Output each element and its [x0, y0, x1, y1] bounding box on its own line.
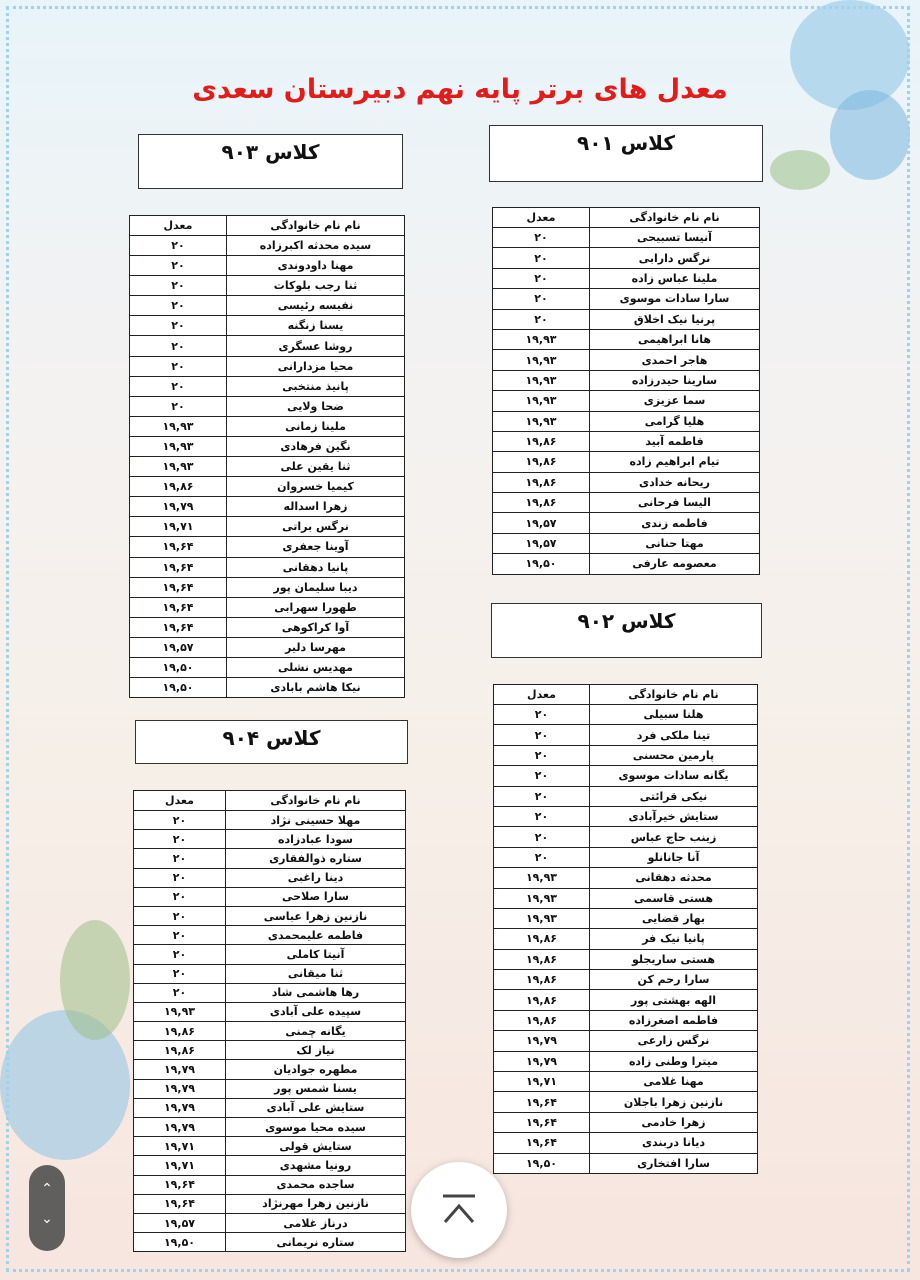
student-name-cell: آنیسا تسبیحی	[590, 228, 760, 248]
student-name-cell: سارا افتخاری	[590, 1153, 758, 1173]
table-row	[494, 1153, 758, 1173]
grade-cell: ۲۰	[494, 786, 590, 806]
grade-cell: ۲۰	[134, 868, 226, 887]
table-row	[494, 705, 758, 725]
table-row	[494, 949, 758, 969]
grade-cell: ۲۰	[494, 766, 590, 786]
grade-cell: ۱۹,۹۳	[493, 411, 590, 431]
student-name-cell: میترا وطنی زاده	[590, 1051, 758, 1071]
student-name-cell: کیمیا خسروان	[227, 477, 405, 497]
table-row	[493, 329, 760, 349]
grade-cell: ۱۹,۵۷	[493, 513, 590, 533]
student-name-cell: سارا رحم کن	[590, 970, 758, 990]
student-name-cell: رها هاشمی شاد	[226, 983, 406, 1002]
table-row	[493, 554, 760, 574]
student-name-cell: ملینا زمانی	[227, 416, 405, 436]
table-row	[134, 926, 406, 945]
grade-cell: ۲۰	[134, 849, 226, 868]
grade-cell: ۲۰	[134, 906, 226, 925]
grade-cell: ۲۰	[134, 983, 226, 1002]
table-row	[494, 847, 758, 867]
student-name-cell: هاجر احمدی	[590, 350, 760, 370]
table-row	[134, 1213, 406, 1232]
table-row	[134, 1041, 406, 1060]
student-name-cell: فاطمه علیمحمدی	[226, 926, 406, 945]
student-name-cell: مهرسا دلیر	[227, 637, 405, 657]
grade-cell: ۱۹,۶۴	[494, 1133, 590, 1153]
student-name-cell: تینا ملکی فرد	[590, 725, 758, 745]
table-row	[134, 1002, 406, 1021]
name-column-header: نام نام خانوادگی	[227, 216, 405, 236]
table-row	[494, 868, 758, 888]
grade-cell: ۱۹,۵۰	[130, 678, 227, 698]
grade-cell: ۱۹,۹۳	[130, 416, 227, 436]
student-name-cell: مهنا غلامی	[590, 1072, 758, 1092]
grade-cell: ۲۰	[494, 745, 590, 765]
table-row	[493, 472, 760, 492]
table-row	[134, 868, 406, 887]
student-name-cell: مهنا داودوندی	[227, 256, 405, 276]
table-row	[493, 431, 760, 451]
grade-cell: ۱۹,۹۳	[493, 329, 590, 349]
table-row	[494, 1072, 758, 1092]
student-name-cell: مهلا حسینی نژاد	[226, 811, 406, 830]
student-name-cell: الیسا فرحانی	[590, 493, 760, 513]
table-row	[134, 1060, 406, 1079]
table-row	[130, 296, 405, 316]
page-title: معدل های برتر پایه نهم دبیرستان سعدی	[192, 74, 728, 105]
student-name-cell: ریحانه خدادی	[590, 472, 760, 492]
student-name-cell: محیا مزدارانی	[227, 356, 405, 376]
table-row	[494, 1112, 758, 1132]
table-row	[130, 557, 405, 577]
table-row	[493, 289, 760, 309]
student-name-cell: یگانه سادات موسوی	[590, 766, 758, 786]
grade-cell: ۱۹,۹۳	[494, 888, 590, 908]
table-row	[493, 248, 760, 268]
grade-cell: ۱۹,۹۳	[130, 436, 227, 456]
grade-column-header: معدل	[494, 685, 590, 705]
grade-cell: ۱۹,۸۶	[134, 1041, 226, 1060]
student-name-cell: معصومه عارفی	[590, 554, 760, 574]
student-name-cell: سیده محیا موسوی	[226, 1118, 406, 1137]
student-name-cell: آنیتا کاملی	[226, 945, 406, 964]
class-902-label: کلاس ۹۰۲	[577, 609, 676, 633]
table-row	[493, 493, 760, 513]
class-901-heading	[489, 125, 763, 182]
grade-cell: ۱۹,۸۶	[494, 929, 590, 949]
grade-cell: ۱۹,۷۹	[134, 1079, 226, 1098]
grade-cell: ۲۰	[130, 316, 227, 336]
student-name-cell: رونیا مشهدی	[226, 1156, 406, 1175]
grade-cell: ۲۰	[134, 945, 226, 964]
class-904-heading	[135, 720, 408, 764]
grade-cell: ۱۹,۶۴	[130, 617, 227, 637]
student-name-cell: ستاره ذوالفقاری	[226, 849, 406, 868]
student-name-cell: پانیا دهقانی	[227, 557, 405, 577]
table-row	[493, 533, 760, 553]
table-header-row	[134, 791, 406, 811]
student-name-cell: نازنین زهرا مهرنژاد	[226, 1194, 406, 1213]
grade-cell: ۱۹,۹۳	[494, 908, 590, 928]
student-name-cell: تیام ابراهیم زاده	[590, 452, 760, 472]
grade-cell: ۱۹,۵۰	[134, 1233, 226, 1252]
grade-cell: ۱۹,۹۳	[134, 1002, 226, 1021]
table-row	[134, 849, 406, 868]
grade-cell: ۱۹,۶۴	[134, 1194, 226, 1213]
class-902-heading	[491, 603, 762, 658]
student-name-cell: ضحا ولایی	[227, 396, 405, 416]
student-name-cell: سارینا حیدرزاده	[590, 370, 760, 390]
class-901-label: کلاس ۹۰۱	[576, 131, 675, 155]
table-row	[494, 827, 758, 847]
table-row	[130, 617, 405, 637]
grade-cell: ۲۰	[494, 806, 590, 826]
class-903-label: کلاس ۹۰۳	[221, 140, 320, 164]
grade-cell: ۱۹,۸۶	[130, 477, 227, 497]
student-name-cell: نیاز لک	[226, 1041, 406, 1060]
student-name-cell: یسنا شمس پور	[226, 1079, 406, 1098]
grade-cell: ۱۹,۸۶	[493, 431, 590, 451]
grade-cell: ۲۰	[493, 268, 590, 288]
student-name-cell: هستی قاسمی	[590, 888, 758, 908]
flower-decoration-top-right	[790, 0, 910, 110]
student-name-cell: نیکی قرائتی	[590, 786, 758, 806]
grade-cell: ۲۰	[130, 276, 227, 296]
chevron-up-icon[interactable]: ⌃	[41, 1181, 53, 1197]
student-name-cell: ستاره نریمانی	[226, 1233, 406, 1252]
grade-cell: ۱۹,۵۰	[493, 554, 590, 574]
grade-cell: ۱۹,۸۶	[494, 970, 590, 990]
table-row	[493, 309, 760, 329]
flower-decoration-top-right-2	[830, 90, 910, 180]
table-row	[134, 1079, 406, 1098]
grade-cell: ۱۹,۷۹	[130, 497, 227, 517]
student-name-cell: آوینا جعفری	[227, 537, 405, 557]
student-name-cell: ستایش علی آبادی	[226, 1098, 406, 1117]
grade-cell: ۱۹,۸۶	[494, 990, 590, 1010]
student-name-cell: ستایش قولی	[226, 1137, 406, 1156]
grade-cell: ۲۰	[130, 356, 227, 376]
student-name-cell: دیبا سلیمان پور	[227, 577, 405, 597]
grade-cell: ۱۹,۷۹	[494, 1031, 590, 1051]
grade-cell: ۲۰	[493, 248, 590, 268]
table-row	[493, 350, 760, 370]
grade-cell: ۱۹,۶۴	[130, 537, 227, 557]
student-name-cell: آوا کراکوهی	[227, 617, 405, 637]
table-row	[134, 1194, 406, 1213]
grade-cell: ۱۹,۷۹	[494, 1051, 590, 1071]
table-row	[134, 1118, 406, 1137]
table-row	[130, 376, 405, 396]
table-row	[130, 537, 405, 557]
grade-cell: ۱۹,۹۳	[493, 391, 590, 411]
grade-cell: ۲۰	[134, 964, 226, 983]
student-name-cell: نیکا هاشم بابادی	[227, 678, 405, 698]
table-row	[130, 276, 405, 296]
student-name-cell: مهدیس نشلی	[227, 657, 405, 677]
table-row	[494, 1031, 758, 1051]
grade-cell: ۱۹,۹۳	[493, 370, 590, 390]
grade-cell: ۲۰	[494, 827, 590, 847]
back-to-top-button[interactable]	[411, 1162, 507, 1258]
table-row	[134, 830, 406, 849]
table-row	[134, 1233, 406, 1252]
class-904-table	[133, 790, 406, 1252]
grade-cell: ۱۹,۶۴	[130, 597, 227, 617]
class-904-label: کلاس ۹۰۴	[222, 726, 321, 750]
table-row	[494, 786, 758, 806]
grade-cell: ۲۰	[130, 236, 227, 256]
student-name-cell: فاطمه آبید	[590, 431, 760, 451]
student-name-cell: دینا راغبی	[226, 868, 406, 887]
class-903-heading	[138, 134, 403, 189]
grade-cell: ۲۰	[130, 296, 227, 316]
student-name-cell: نفیسه رئیسی	[227, 296, 405, 316]
student-name-cell: دیانا دربندی	[590, 1133, 758, 1153]
student-name-cell: سپیده علی آبادی	[226, 1002, 406, 1021]
table-row	[134, 887, 406, 906]
grade-cell: ۲۰	[134, 811, 226, 830]
student-name-cell: محدثه دهقانی	[590, 868, 758, 888]
grade-cell: ۱۹,۵۷	[493, 533, 590, 553]
table-row	[130, 336, 405, 356]
grade-cell: ۲۰	[130, 336, 227, 356]
table-row	[493, 411, 760, 431]
table-header-row	[493, 208, 760, 228]
student-name-cell: سارا صلاحی	[226, 887, 406, 906]
class-902-table	[493, 684, 758, 1174]
grade-column-header: معدل	[134, 791, 226, 811]
student-name-cell: مطهره جوادیان	[226, 1060, 406, 1079]
grade-cell: ۱۹,۸۶	[493, 472, 590, 492]
table-row	[134, 1022, 406, 1041]
table-row	[494, 1092, 758, 1112]
student-name-cell: نگین فرهادی	[227, 436, 405, 456]
table-row	[130, 637, 405, 657]
page-scroll-control[interactable]	[29, 1165, 65, 1251]
student-name-cell: فاطمه اصغرزاده	[590, 1010, 758, 1030]
student-name-cell: ساجده محمدی	[226, 1175, 406, 1194]
grade-cell: ۱۹,۸۶	[494, 949, 590, 969]
student-name-cell: سما عزیزی	[590, 391, 760, 411]
student-name-cell: یسنا زنگنه	[227, 316, 405, 336]
student-name-cell: نرگس دارابی	[590, 248, 760, 268]
table-row	[130, 657, 405, 677]
grade-cell: ۱۹,۷۱	[134, 1137, 226, 1156]
table-row	[493, 391, 760, 411]
student-name-cell: سیده محدثه اکبرزاده	[227, 236, 405, 256]
table-row	[134, 811, 406, 830]
student-name-cell: هانا ابراهیمی	[590, 329, 760, 349]
student-name-cell: پارمین محسنی	[590, 745, 758, 765]
name-column-header: نام نام خانوادگی	[590, 685, 758, 705]
grade-column-header: معدل	[130, 216, 227, 236]
student-name-cell: پانیا نیک فر	[590, 929, 758, 949]
student-name-cell: هستی ساریجلو	[590, 949, 758, 969]
student-name-cell: درناز غلامی	[226, 1213, 406, 1232]
grade-cell: ۱۹,۶۴	[494, 1112, 590, 1132]
student-name-cell: آنا جانانلو	[590, 847, 758, 867]
table-row	[130, 678, 405, 698]
student-name-cell: یگانه چمنی	[226, 1022, 406, 1041]
grade-cell: ۱۹,۹۳	[130, 457, 227, 477]
student-name-cell: روشا عسگری	[227, 336, 405, 356]
student-name-cell: ثنا یقین علی	[227, 457, 405, 477]
grade-cell: ۱۹,۶۴	[134, 1175, 226, 1194]
leaf-decoration-top-right	[770, 150, 830, 190]
table-row	[134, 1156, 406, 1175]
grade-cell: ۱۹,۷۹	[134, 1118, 226, 1137]
grade-cell: ۲۰	[130, 256, 227, 276]
student-name-cell: سودا عبادزاده	[226, 830, 406, 849]
grade-cell: ۱۹,۷۹	[134, 1098, 226, 1117]
table-row	[130, 457, 405, 477]
student-name-cell: نازنین زهرا عباسی	[226, 906, 406, 925]
grade-column-header: معدل	[493, 208, 590, 228]
student-name-cell: فاطمه زندی	[590, 513, 760, 533]
student-name-cell: سارا سادات موسوی	[590, 289, 760, 309]
student-name-cell: نرگس براتی	[227, 517, 405, 537]
student-name-cell: ملینا عباس زاده	[590, 268, 760, 288]
grade-cell: ۱۹,۵۷	[134, 1213, 226, 1232]
table-row	[134, 964, 406, 983]
grade-cell: ۱۹,۵۰	[494, 1153, 590, 1173]
grade-cell: ۱۹,۷۱	[494, 1072, 590, 1092]
grade-cell: ۲۰	[134, 830, 226, 849]
leaf-decoration-bottom-left	[60, 920, 130, 1040]
name-column-header: نام نام خانوادگی	[226, 791, 406, 811]
table-row	[130, 436, 405, 456]
table-row	[130, 497, 405, 517]
grade-cell: ۱۹,۷۱	[130, 517, 227, 537]
grade-cell: ۱۹,۸۶	[494, 1010, 590, 1030]
table-row	[130, 577, 405, 597]
grade-cell: ۲۰	[494, 705, 590, 725]
grade-cell: ۲۰	[493, 228, 590, 248]
table-row	[134, 945, 406, 964]
student-name-cell: طهورا سهرابی	[227, 597, 405, 617]
table-row	[494, 1051, 758, 1071]
table-row	[494, 990, 758, 1010]
student-name-cell: زهرا اسداله	[227, 497, 405, 517]
student-name-cell: ثنا میقانی	[226, 964, 406, 983]
table-row	[494, 908, 758, 928]
arrow-up-bar-icon	[439, 1192, 479, 1228]
table-row	[494, 766, 758, 786]
student-name-cell: الهه بهشتی پور	[590, 990, 758, 1010]
table-row	[493, 452, 760, 472]
table-row	[494, 929, 758, 949]
grade-cell: ۲۰	[493, 289, 590, 309]
student-name-cell: هلیا گرامی	[590, 411, 760, 431]
table-row	[494, 1010, 758, 1030]
table-row	[134, 1098, 406, 1117]
table-row	[494, 806, 758, 826]
grade-cell: ۲۰	[134, 887, 226, 906]
table-row	[130, 236, 405, 256]
student-name-cell: بهار قضایی	[590, 908, 758, 928]
student-name-cell: نازنین زهرا باجلان	[590, 1092, 758, 1112]
grade-cell: ۲۰	[130, 396, 227, 416]
grade-cell: ۲۰	[494, 847, 590, 867]
student-name-cell: هلنا سبیلی	[590, 705, 758, 725]
table-row	[130, 477, 405, 497]
grade-cell: ۲۰	[134, 926, 226, 945]
table-row	[134, 983, 406, 1002]
grade-cell: ۱۹,۸۶	[134, 1022, 226, 1041]
grade-cell: ۱۹,۵۷	[130, 637, 227, 657]
table-row	[494, 745, 758, 765]
table-row	[493, 513, 760, 533]
grade-cell: ۱۹,۹۳	[494, 868, 590, 888]
student-name-cell: نرگس زارعی	[590, 1031, 758, 1051]
grade-cell: ۲۰	[493, 309, 590, 329]
student-name-cell: پرنیا نیک اخلاق	[590, 309, 760, 329]
student-name-cell: ثنا رجب بلوکات	[227, 276, 405, 296]
student-name-cell: مهتا حنانی	[590, 533, 760, 553]
grade-cell: ۱۹,۷۱	[134, 1156, 226, 1175]
table-header-row	[130, 216, 405, 236]
table-row	[130, 416, 405, 436]
class-903-table	[129, 215, 405, 698]
table-row	[130, 396, 405, 416]
grade-cell: ۱۹,۷۹	[134, 1060, 226, 1079]
student-name-cell: زینب حاج عباس	[590, 827, 758, 847]
table-row	[134, 1175, 406, 1194]
grade-cell: ۱۹,۶۴	[130, 557, 227, 577]
table-row	[494, 725, 758, 745]
grade-cell: ۱۹,۸۶	[493, 493, 590, 513]
table-row	[130, 316, 405, 336]
grade-cell: ۱۹,۶۴	[494, 1092, 590, 1112]
student-name-cell: زهرا خادمی	[590, 1112, 758, 1132]
grade-cell: ۱۹,۹۳	[493, 350, 590, 370]
table-row	[494, 888, 758, 908]
table-row	[493, 370, 760, 390]
chevron-down-icon[interactable]: ⌄	[41, 1211, 53, 1227]
table-row	[494, 1133, 758, 1153]
grade-cell: ۲۰	[130, 376, 227, 396]
table-row	[130, 517, 405, 537]
grade-cell: ۱۹,۵۰	[130, 657, 227, 677]
grade-cell: ۲۰	[494, 725, 590, 745]
table-row	[134, 1137, 406, 1156]
table-row	[493, 228, 760, 248]
table-row	[494, 970, 758, 990]
table-header-row	[494, 685, 758, 705]
grade-cell: ۱۹,۶۴	[130, 577, 227, 597]
student-name-cell: ستایش خیرآبادی	[590, 806, 758, 826]
table-row	[130, 597, 405, 617]
table-row	[130, 256, 405, 276]
student-name-cell: پانیذ منتخبی	[227, 376, 405, 396]
name-column-header: نام نام خانوادگی	[590, 208, 760, 228]
table-row	[134, 906, 406, 925]
table-row	[493, 268, 760, 288]
class-901-table	[492, 207, 760, 575]
grade-cell: ۱۹,۸۶	[493, 452, 590, 472]
table-row	[130, 356, 405, 376]
